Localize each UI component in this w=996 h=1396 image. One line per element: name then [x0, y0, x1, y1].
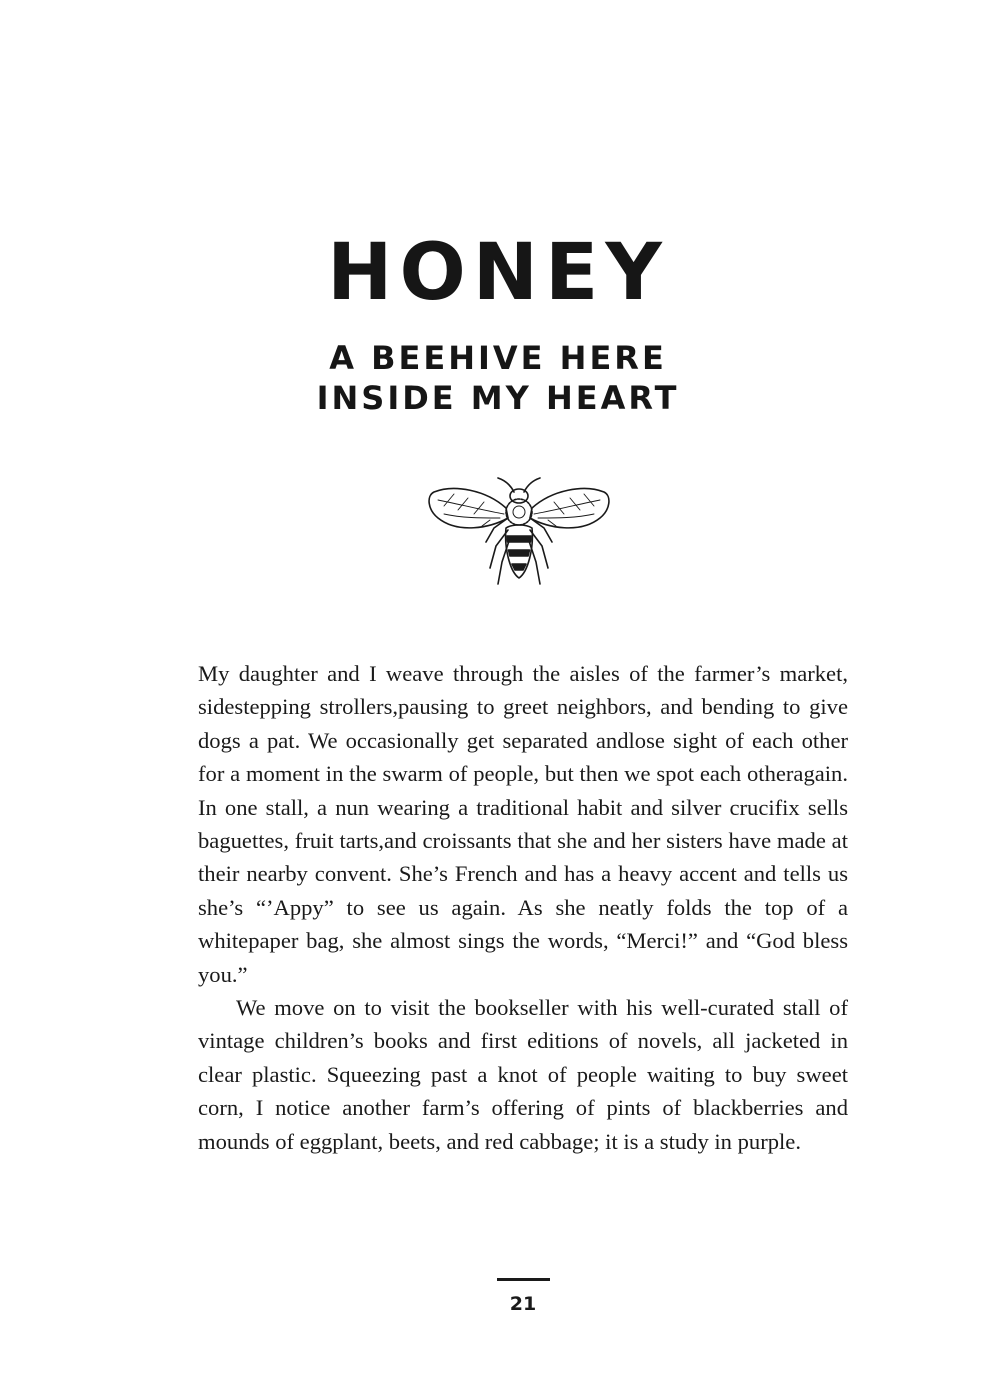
paragraph-2: We move on to visit the bookseller with his well-curated stall of vintage children’s books and first editions of novels, all jacketed in clear plastic. Squeezing past a knot of people waiting to buy sweet corn, I notice another farm’s offering of pints of blackberries and mounds of eggplant, beets, and red cabbage; it is a study in purple. [198, 995, 848, 1154]
page-number-rule [497, 1278, 550, 1281]
paragraph-1: My daughter and I weave through the aisles of the farmer’s market, sidestepping strollers,pausing to greet neighbors, and bending to give dogs a pat. We occasionally get separated andlose sight of each other for a moment in the swarm of people, but then we spot each otheragain. In one stall, a nun wearing a traditional habit and silver crucifix sells baguettes, fruit tarts,and croissants that she and her sisters have made at their nearby convent. She’s French and has a heavy accent and tells us she’s “’Appy” to see us again. As she neatly folds the top of a whitepaper bag, she almost sings the words, “Merci!” and “God bless you.” [198, 661, 848, 987]
chapter-subtitle-line-1: A BEEHIVE HERE [329, 339, 667, 377]
chapter-title: HONEY [327, 228, 669, 318]
chapter-subtitle [0, 338, 996, 418]
page-number: 21 [509, 1293, 537, 1315]
bee-icon [424, 472, 614, 592]
chapter-subtitle-line-2: INSIDE MY HEART [316, 379, 680, 417]
body-text [198, 657, 848, 1158]
